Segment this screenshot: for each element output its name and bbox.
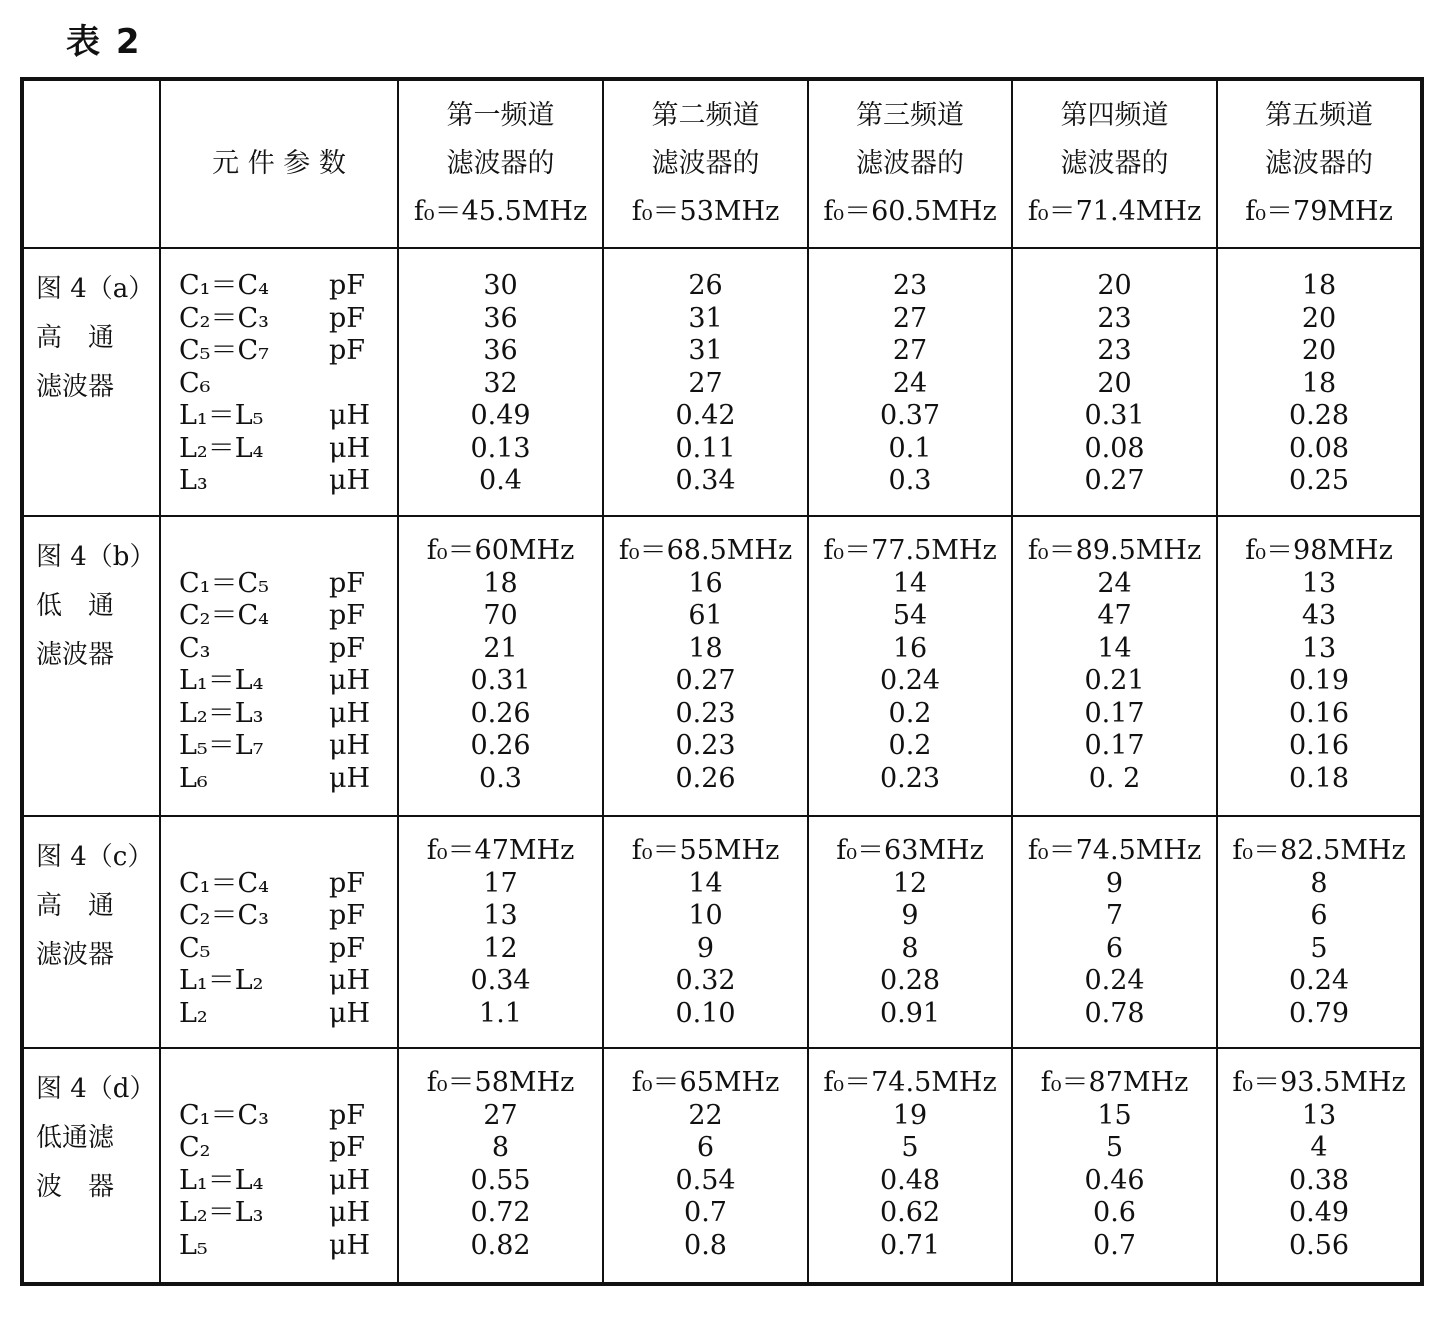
filter-label-cell: [22, 516, 160, 816]
value-cell: [1012, 516, 1217, 816]
param-line: [179, 433, 397, 466]
filter-label-line: 低 通: [36, 591, 115, 621]
param-value: 0.18: [1288, 762, 1350, 794]
param-name: L₁＝L₄: [179, 665, 264, 696]
param-unit: pF: [329, 600, 366, 631]
param-unit: pF: [329, 867, 366, 899]
param-unit: μH: [329, 730, 371, 761]
param-value: 22: [688, 1099, 723, 1131]
param-value: 47: [1097, 600, 1132, 631]
param-value: 18: [688, 632, 723, 664]
param-line: [179, 1100, 397, 1133]
value-cell: [398, 248, 603, 516]
value-cell: [603, 248, 808, 516]
param-value: 0.32: [675, 965, 736, 996]
center-frequency: f₀＝55MHz: [631, 835, 780, 866]
param-unit: μH: [329, 400, 371, 431]
param-name: C₂: [179, 1132, 211, 1163]
param-value: 0.7: [684, 1197, 727, 1228]
param-line: [179, 335, 397, 368]
value-cell: [808, 516, 1012, 816]
param-name: C₅＝C₇: [179, 335, 269, 366]
center-frequency: f₀＝60MHz: [426, 535, 575, 566]
channel-header-cell: [1012, 79, 1217, 248]
value-cell: [398, 1048, 603, 1284]
param-value: 32: [483, 367, 518, 399]
param-name: C₁＝C₃: [179, 1099, 269, 1131]
param-value: 0.28: [1288, 400, 1350, 431]
param-value: 0.49: [1288, 1197, 1350, 1228]
param-value: 13: [483, 900, 518, 931]
param-value: 0.62: [879, 1197, 941, 1228]
param-unit: μH: [329, 665, 371, 696]
param-line: [179, 698, 397, 731]
value-cell: [603, 1048, 808, 1284]
center-frequency: f₀＝74.5MHz: [1027, 835, 1202, 866]
param-value: 0.26: [470, 730, 531, 761]
param-unit: [329, 368, 389, 401]
param-value: 0.2: [888, 697, 932, 729]
center-frequency: f₀＝87MHz: [1040, 1067, 1189, 1098]
param-value: 12: [483, 932, 518, 964]
param-value: 0.26: [675, 762, 736, 794]
value-cell: [808, 1048, 1012, 1284]
channel-header-line: 第二频道: [651, 100, 760, 131]
param-value: 17: [483, 867, 518, 899]
value-cell: [1217, 816, 1422, 1048]
param-value: 14: [892, 567, 928, 599]
param-unit: μH: [329, 697, 371, 729]
value-cell: [1217, 516, 1422, 816]
param-unit: μH: [329, 465, 371, 496]
param-value: 20: [1301, 335, 1337, 366]
param-line: [179, 1132, 397, 1165]
param-value: 19: [892, 1099, 928, 1131]
channel-header-line: f₀＝71.4MHz: [1027, 196, 1202, 227]
param-value: 24: [1097, 567, 1132, 599]
param-value: 0.48: [879, 1164, 941, 1196]
param-name: C₁＝C₅: [179, 567, 269, 599]
param-line: [179, 633, 397, 666]
param-value: 14: [688, 867, 723, 899]
param-value: 1.1: [479, 997, 522, 1029]
channel-header-line: f₀＝79MHz: [1245, 196, 1393, 227]
param-unit: μH: [329, 1164, 371, 1196]
param-value: 0.10: [675, 997, 736, 1029]
header-corner-cell: [22, 79, 160, 248]
param-value: 0.7: [1093, 1229, 1136, 1261]
filter-label-line: 图 4（d）: [36, 1074, 156, 1104]
param-value: 27: [688, 367, 723, 399]
param-value: 6: [1310, 900, 1328, 931]
param-unit: pF: [329, 302, 366, 334]
param-value: 0.21: [1084, 665, 1145, 696]
param-value: 23: [1097, 302, 1132, 334]
param-name: C₂＝C₃: [179, 302, 269, 334]
param-value: 0.31: [470, 665, 531, 696]
param-value: 0.71: [879, 1229, 941, 1261]
param-name: C₆: [179, 367, 211, 399]
param-value: 0.16: [1288, 730, 1350, 761]
center-frequency: f₀＝77.5MHz: [823, 535, 997, 566]
param-value: 0.46: [1084, 1164, 1145, 1196]
param-value: 8: [1310, 867, 1328, 899]
param-name: C₁＝C₄: [179, 270, 269, 301]
filter-label-line: 图 4（c）: [36, 842, 154, 872]
param-value: 9: [696, 932, 715, 964]
param-value: 7: [1105, 900, 1124, 931]
param-value: 0.24: [879, 665, 941, 696]
param-line: [179, 600, 397, 633]
center-frequency: f₀＝82.5MHz: [1232, 835, 1406, 866]
param-name: L₂＝L₄: [179, 432, 264, 464]
param-value: 6: [1105, 932, 1124, 964]
center-frequency: f₀＝58MHz: [426, 1067, 575, 1098]
param-value: 18: [1301, 367, 1337, 399]
filter-group-row: [22, 1048, 1422, 1284]
param-cell: [160, 816, 398, 1048]
param-line: [179, 998, 397, 1031]
param-unit: pF: [329, 632, 366, 664]
param-unit: μH: [329, 997, 371, 1029]
param-value: 0.2: [888, 730, 932, 761]
param-value: 24: [892, 367, 928, 399]
param-value: 8: [491, 1132, 510, 1163]
value-cell: [1217, 1048, 1422, 1284]
param-value: 0.13: [470, 432, 531, 464]
center-frequency: f₀＝93.5MHz: [1232, 1067, 1406, 1098]
param-value: 23: [892, 270, 928, 301]
filter-group-row: [22, 516, 1422, 816]
filter-label-cell: [22, 248, 160, 516]
param-value: 23: [1097, 335, 1132, 366]
value-cell: [1012, 248, 1217, 516]
param-value: 0.27: [675, 665, 736, 696]
center-frequency: f₀＝89.5MHz: [1027, 535, 1202, 566]
param-name: L₁＝L₂: [179, 965, 264, 996]
param-value: 0.82: [470, 1229, 531, 1261]
param-value: 4: [1310, 1132, 1328, 1163]
param-line: [179, 465, 397, 498]
channel-header-line: 第五频道: [1265, 100, 1373, 131]
param-value: 16: [688, 567, 723, 599]
param-line: [179, 730, 397, 763]
value-cell: [603, 516, 808, 816]
param-name: L₂: [179, 997, 208, 1029]
filter-label-line: 滤波器: [36, 940, 115, 970]
param-value: 0.17: [1084, 730, 1145, 761]
param-value: 0.23: [675, 730, 736, 761]
header-row: [22, 79, 1422, 248]
param-cell: [160, 1048, 398, 1284]
param-value: 0.42: [675, 400, 736, 431]
param-value: 0.27: [1084, 465, 1145, 496]
channel-header-cell: [1217, 79, 1422, 248]
table-title: 表 2: [66, 22, 142, 62]
param-value: 61: [688, 600, 723, 631]
param-value: 9: [901, 900, 919, 931]
channel-header-line: 滤波器的: [446, 148, 555, 179]
param-line: [179, 1197, 397, 1230]
value-cell: [808, 816, 1012, 1048]
center-frequency: f₀＝68.5MHz: [618, 535, 793, 566]
value-cell: [1217, 248, 1422, 516]
param-unit: μH: [329, 1229, 371, 1261]
param-value: 0.55: [470, 1164, 531, 1196]
param-unit: μH: [329, 965, 371, 996]
param-unit: pF: [329, 1132, 366, 1163]
param-line: [179, 400, 397, 433]
center-frequency: f₀＝98MHz: [1245, 535, 1393, 566]
channel-header-cell: [398, 79, 603, 248]
channel-header-line: 滤波器的: [856, 148, 964, 179]
param-value: 0.26: [470, 697, 531, 729]
param-name: C₂＝C₃: [179, 900, 269, 931]
param-value: 21: [483, 632, 518, 664]
filter-label-line: 波 器: [36, 1172, 115, 1202]
param-value: 0.3: [479, 762, 522, 794]
param-value: 43: [1301, 600, 1337, 631]
param-unit: pF: [329, 335, 366, 366]
param-value: 27: [892, 335, 928, 366]
param-name: L₁＝L₅: [179, 400, 264, 431]
param-value: 0.16: [1288, 697, 1350, 729]
filter-label-line: 图 4（a）: [36, 274, 155, 304]
param-value: 0.08: [1288, 432, 1350, 464]
param-line: [179, 1165, 397, 1198]
param-value: 70: [483, 600, 518, 631]
filter-group-row: [22, 248, 1422, 516]
filter-label-line: 滤波器: [36, 372, 115, 402]
param-value: 20: [1097, 367, 1132, 399]
param-value: 18: [483, 567, 518, 599]
param-name: L₅＝L₇: [179, 730, 264, 761]
param-header-label: 元 件 参 数: [212, 148, 346, 179]
value-cell: [603, 816, 808, 1048]
param-line: [179, 368, 397, 401]
channel-header-line: f₀＝60.5MHz: [823, 196, 997, 227]
channel-header-line: 滤波器的: [651, 148, 760, 179]
param-name: L₃: [179, 465, 208, 496]
param-value: 27: [483, 1099, 518, 1131]
filter-label-line: 低通滤: [36, 1123, 115, 1153]
param-name: C₂＝C₄: [179, 600, 269, 631]
channel-header-cell: [603, 79, 808, 248]
param-value: 13: [1301, 632, 1337, 664]
param-value: 36: [483, 335, 518, 366]
param-line: [179, 868, 397, 901]
value-cell: [1012, 816, 1217, 1048]
param-value: 0.28: [879, 965, 941, 996]
param-value: 0.23: [675, 697, 736, 729]
param-value: 0.78: [1084, 997, 1145, 1029]
param-value: 31: [688, 302, 723, 334]
param-value: 0.56: [1288, 1229, 1350, 1261]
param-value: 0. 2: [1088, 762, 1141, 794]
param-unit: μH: [329, 432, 371, 464]
param-value: 31: [688, 335, 723, 366]
param-value: 0.37: [879, 400, 941, 431]
param-value: 30: [483, 270, 518, 301]
param-value: 0.54: [675, 1164, 736, 1196]
param-name: L₅: [179, 1229, 208, 1261]
param-value: 0.49: [470, 400, 531, 431]
param-name: L₂＝L₃: [179, 697, 264, 729]
param-value: 14: [1097, 632, 1132, 664]
param-value: 0.34: [675, 465, 736, 496]
param-line: [179, 900, 397, 933]
filter-parameter-table: [20, 77, 1424, 1286]
param-value: 0.38: [1288, 1164, 1350, 1196]
param-value: 20: [1097, 270, 1132, 301]
param-value: 0.08: [1084, 432, 1145, 464]
param-unit: pF: [329, 932, 366, 964]
param-value: 6: [696, 1132, 715, 1163]
param-value: 18: [1301, 270, 1337, 301]
param-value: 0.11: [675, 432, 736, 464]
param-name: L₆: [179, 762, 208, 794]
filter-label-cell: [22, 816, 160, 1048]
param-unit: pF: [329, 567, 366, 599]
filter-label-line: 图 4（b）: [36, 542, 156, 572]
param-line: [179, 568, 397, 601]
param-header-cell: [160, 79, 398, 248]
param-value: 0.25: [1288, 465, 1350, 496]
param-value: 0.17: [1084, 697, 1145, 729]
value-cell: [808, 248, 1012, 516]
center-frequency: f₀＝65MHz: [631, 1067, 780, 1098]
param-value: 0.24: [1288, 965, 1350, 996]
param-unit: pF: [329, 270, 366, 301]
param-name: L₁＝L₄: [179, 1164, 264, 1196]
param-name: C₃: [179, 632, 211, 664]
channel-header-line: 第一频道: [446, 100, 555, 131]
param-line: [179, 933, 397, 966]
param-value: 5: [1310, 932, 1328, 964]
param-line: [179, 270, 397, 303]
param-value: 16: [892, 632, 928, 664]
param-value: 15: [1097, 1099, 1132, 1131]
channel-header-cell: [808, 79, 1012, 248]
channel-header-line: 第四频道: [1060, 100, 1169, 131]
filter-label-line: 高 通: [36, 323, 115, 353]
param-name: L₂＝L₃: [179, 1197, 264, 1228]
param-value: 0.8: [684, 1229, 727, 1261]
param-value: 0.72: [470, 1197, 531, 1228]
param-line: [179, 665, 397, 698]
center-frequency: f₀＝63MHz: [836, 835, 984, 866]
value-cell: [398, 816, 603, 1048]
param-value: 13: [1301, 1099, 1337, 1131]
channel-header-line: 第三频道: [856, 100, 964, 131]
param-unit: pF: [329, 900, 366, 931]
channel-header-line: f₀＝53MHz: [631, 196, 780, 227]
param-unit: pF: [329, 1099, 366, 1131]
filter-group-row: [22, 816, 1422, 1048]
param-value: 0.24: [1084, 965, 1145, 996]
channel-header-line: f₀＝45.5MHz: [413, 196, 588, 227]
center-frequency: f₀＝47MHz: [426, 835, 575, 866]
param-name: C₁＝C₄: [179, 867, 269, 899]
filter-label-line: 滤波器: [36, 640, 115, 670]
param-unit: μH: [329, 762, 371, 794]
param-line: [179, 763, 397, 796]
param-value: 0.91: [879, 997, 941, 1029]
param-line: [179, 965, 397, 998]
param-value: 0.79: [1288, 997, 1350, 1029]
channel-header-line: 滤波器的: [1265, 148, 1373, 179]
filter-label-line: 高 通: [36, 891, 115, 921]
param-line: [179, 303, 397, 336]
param-value: 0.4: [479, 465, 522, 496]
param-value: 27: [892, 302, 928, 334]
center-frequency: f₀＝74.5MHz: [823, 1067, 997, 1098]
param-value: 13: [1301, 567, 1337, 599]
param-name: C₅: [179, 932, 211, 964]
param-value: 0.19: [1288, 665, 1350, 696]
param-unit: μH: [329, 1197, 371, 1228]
param-value: 10: [688, 900, 723, 931]
param-cell: [160, 248, 398, 516]
channel-header-line: 滤波器的: [1060, 148, 1169, 179]
param-value: 0.23: [879, 762, 941, 794]
param-value: 9: [1105, 867, 1124, 899]
param-value: 5: [901, 1132, 919, 1163]
param-value: 0.3: [888, 465, 932, 496]
param-value: 0.6: [1093, 1197, 1136, 1228]
param-value: 36: [483, 302, 518, 334]
param-value: 0.31: [1084, 400, 1145, 431]
param-value: 0.34: [470, 965, 531, 996]
param-value: 54: [892, 600, 928, 631]
param-cell: [160, 516, 398, 816]
param-value: 0.1: [888, 432, 932, 464]
param-line: [179, 1230, 397, 1263]
filter-label-cell: [22, 1048, 160, 1284]
param-value: 5: [1105, 1132, 1124, 1163]
param-value: 20: [1301, 302, 1337, 334]
param-value: 8: [901, 932, 919, 964]
param-value: 12: [892, 867, 928, 899]
param-value: 26: [688, 270, 723, 301]
value-cell: [1012, 1048, 1217, 1284]
value-cell: [398, 516, 603, 816]
